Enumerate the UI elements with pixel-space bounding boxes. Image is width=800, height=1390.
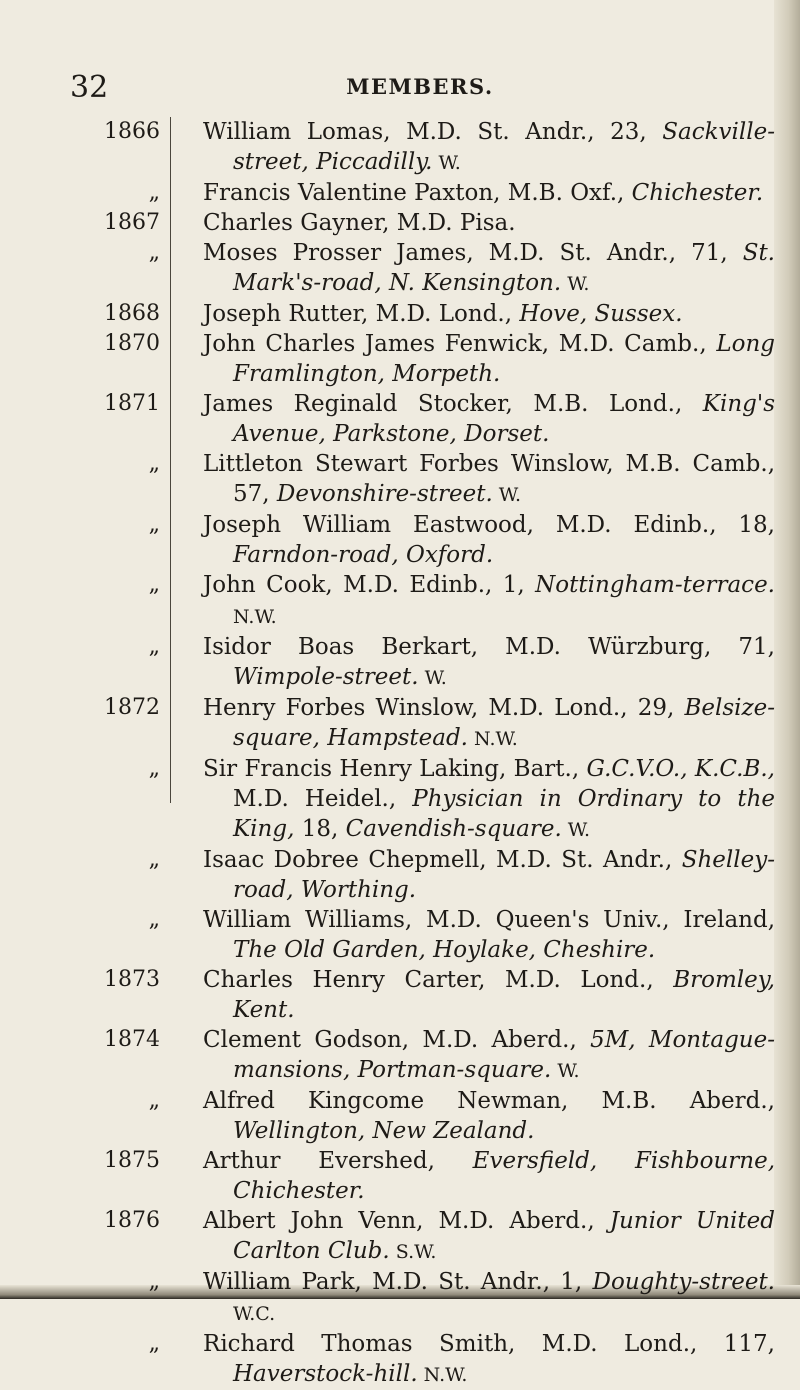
member-details: Albert John Venn, M.D. Aberd., <box>203 1208 610 1234</box>
member-text <box>203 754 775 845</box>
postal-district: W.C. <box>233 1303 276 1325</box>
member-entry <box>70 449 775 510</box>
election-year: „ <box>148 907 160 932</box>
member-text <box>203 1329 775 1390</box>
member-entry <box>70 905 775 965</box>
member-text <box>203 1267 775 1329</box>
election-year: „ <box>148 1088 160 1113</box>
member-text <box>203 329 775 389</box>
election-year: 1875 <box>104 1148 160 1173</box>
member-entry <box>70 299 775 329</box>
member-details: 18, <box>294 816 346 842</box>
member-text <box>203 510 775 570</box>
member-details: John Charles James Fenwick, M.D. Camb., <box>203 331 717 357</box>
member-address: Long Framlington, Morpeth. <box>233 331 775 387</box>
postal-district: W. <box>432 152 461 174</box>
member-text <box>203 845 775 905</box>
member-entry <box>70 1025 775 1086</box>
election-year: 1868 <box>104 301 160 326</box>
member-text <box>203 632 775 693</box>
member-address: Devonshire-street. <box>276 481 493 507</box>
member-address: Sackville-street, Piccadilly. <box>233 119 775 175</box>
member-address: Belsize-square, Hampstead. <box>233 695 775 751</box>
election-year: 1867 <box>104 210 160 235</box>
postal-district: W. <box>561 273 590 295</box>
member-address: King's Avenue, Parkstone, Dorset. <box>233 391 775 447</box>
member-address: The Old Garden, Hoylake, Cheshire. <box>233 937 656 963</box>
election-year: „ <box>148 756 160 781</box>
member-address: G.C.V.O., K.C.B., <box>586 756 775 782</box>
member-entry <box>70 693 775 754</box>
member-address: Doughty-street. <box>592 1269 775 1295</box>
member-details: Alfred Kingcome Newman, M.B. Aberd., <box>203 1088 775 1114</box>
postal-district: N.W. <box>468 728 518 750</box>
member-text <box>203 178 775 208</box>
page-number: 32 <box>70 70 109 105</box>
member-address: Hove, Sussex. <box>519 301 683 327</box>
member-details: Clement Godson, M.D. Aberd., <box>203 1027 591 1053</box>
election-year: „ <box>148 451 160 476</box>
member-entry <box>70 1146 775 1206</box>
postal-district: N.W. <box>233 606 277 628</box>
member-text <box>203 208 775 238</box>
election-year: „ <box>148 634 160 659</box>
member-entry <box>70 845 775 905</box>
member-details: James Reginald Stocker, M.B. Lond., <box>203 391 703 417</box>
member-entry <box>70 178 775 208</box>
member-entry <box>70 329 775 389</box>
member-text <box>203 905 775 965</box>
member-details: Isaac Dobree Chepmell, M.D. St. Andr., <box>203 847 682 873</box>
member-details: M.D. Heidel., <box>233 786 413 812</box>
member-entry <box>70 389 775 449</box>
member-text <box>203 1086 775 1146</box>
member-text <box>203 570 775 632</box>
member-address: Cavendish-square. <box>345 816 562 842</box>
member-entry <box>70 117 775 178</box>
page-edge <box>774 0 800 1299</box>
member-entry <box>70 1086 775 1146</box>
election-year: „ <box>148 512 160 537</box>
election-year: 1874 <box>104 1027 160 1052</box>
member-text <box>203 693 775 754</box>
postal-district: W. <box>418 667 447 689</box>
member-address: Wimpole-street. <box>233 664 419 690</box>
member-address: Shelley-road, Worthing. <box>233 847 775 903</box>
member-details: William Park, M.D. St. Andr., 1, <box>203 1269 593 1295</box>
member-text <box>203 238 775 299</box>
member-entry <box>70 1329 775 1390</box>
member-text <box>203 1146 775 1206</box>
member-address: Bromley, Kent. <box>233 967 775 1023</box>
member-address: St. Mark's-road, N. Kensington. <box>233 240 775 296</box>
election-year: 1866 <box>104 119 160 144</box>
member-details: Henry Forbes Winslow, M.D. Lond., 29, <box>203 695 685 721</box>
member-details: Joseph William Eastwood, M.D. Edinb., 18, <box>203 512 775 538</box>
member-details: Littleton Stewart Forbes Winslow, M.B. Camb., 57, <box>203 451 775 507</box>
running-title: MEMBERS. <box>346 74 494 99</box>
election-year: „ <box>148 847 160 872</box>
member-details: Sir Francis Henry Laking, Bart., <box>203 756 587 782</box>
election-year: 1871 <box>104 391 160 416</box>
postal-district: N.W. <box>417 1364 468 1386</box>
postal-district: W. <box>561 819 591 841</box>
member-address: Haverstock-hill. <box>233 1361 418 1387</box>
member-details: Charles Henry Carter, M.D. Lond., <box>203 967 674 993</box>
election-year: 1876 <box>104 1208 160 1233</box>
election-year: „ <box>148 240 160 265</box>
member-details: Arthur Evershed, <box>203 1148 473 1174</box>
member-details: Isidor Boas Berkart, M.D. Würzburg, 71, <box>203 634 775 660</box>
member-details: Richard Thomas Smith, M.D. Lond., 117, <box>203 1331 775 1357</box>
member-entry <box>70 1267 775 1329</box>
member-entry <box>70 754 775 845</box>
member-text <box>203 1025 775 1086</box>
member-address: Nottingham-terrace. <box>535 572 775 598</box>
page-header <box>70 70 770 110</box>
postal-district: W. <box>492 484 522 506</box>
member-entry <box>70 965 775 1025</box>
member-address: 5M, Montague-mansions, Portman-square. <box>233 1027 775 1083</box>
member-entry <box>70 570 775 632</box>
postal-district: S.W. <box>389 1241 437 1263</box>
member-details: William Williams, M.D. Queen's Univ., Ireland, <box>203 907 775 933</box>
member-text <box>203 1206 775 1267</box>
member-details: Moses Prosser James, M.D. St. Andr., 71, <box>203 240 743 266</box>
election-year: 1872 <box>104 695 160 720</box>
member-text <box>203 117 775 178</box>
member-address: Farndon-road, Oxford. <box>233 542 494 568</box>
member-address: Junior United Carlton Club. <box>233 1208 775 1264</box>
postal-district: W. <box>551 1060 580 1082</box>
member-details: Francis Valentine Paxton, M.B. Oxf., <box>203 180 632 206</box>
member-entry <box>70 238 775 299</box>
election-year: 1873 <box>104 967 160 992</box>
member-address: Eversfield, Fishbourne, Chichester. <box>233 1148 775 1204</box>
member-list <box>70 117 775 1390</box>
member-details: Charles Gayner, M.D. Pisa. <box>203 210 516 236</box>
member-details: John Cook, M.D. Edinb., 1, <box>203 572 536 598</box>
member-details: Joseph Rutter, M.D. Lond., <box>203 301 520 327</box>
election-year: „ <box>148 572 160 597</box>
member-text <box>203 965 775 1025</box>
member-address: Chichester. <box>631 180 764 206</box>
member-details: William Lomas, M.D. St. Andr., 23, <box>203 119 663 145</box>
member-entry <box>70 208 775 238</box>
member-address: Wellington, New Zealand. <box>233 1118 535 1144</box>
election-year: „ <box>148 1331 160 1356</box>
member-address: Physician in Ordinary to the King, <box>233 786 775 842</box>
election-year: „ <box>148 1269 160 1294</box>
member-text <box>203 389 775 449</box>
member-entry <box>70 510 775 570</box>
election-year: „ <box>148 180 160 205</box>
member-text <box>203 299 775 329</box>
election-year: 1870 <box>104 331 160 356</box>
member-entry <box>70 632 775 693</box>
member-entry <box>70 1206 775 1267</box>
member-text <box>203 449 775 510</box>
